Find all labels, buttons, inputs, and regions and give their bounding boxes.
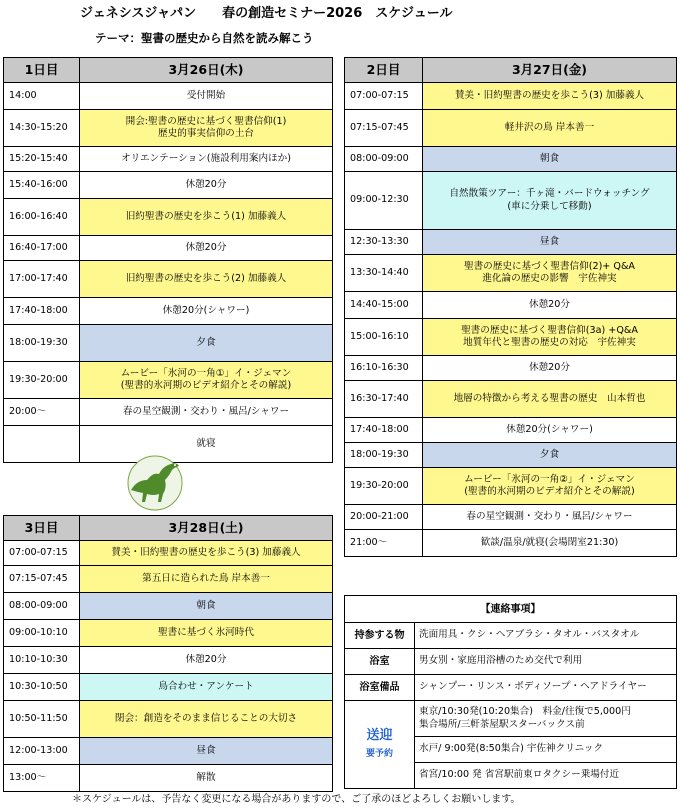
day2-row-time: 14:40-15:00 <box>345 292 423 319</box>
info-heading: 【連絡事項】 <box>345 596 677 623</box>
day2-row-event: 休憩20分 <box>423 356 677 381</box>
day3-schedule-table <box>3 515 333 792</box>
day3-row <box>4 647 333 674</box>
day3-row-event: 休憩20分 <box>80 647 333 674</box>
dinosaur-logo-icon <box>117 450 193 514</box>
day2-row-event: 夕食 <box>423 443 677 468</box>
day2-row-event: ムービー「氷河の一角②」イ・ジェマン (聖書的氷河期のビデオ紹介とその解説) <box>423 468 677 505</box>
day2-row <box>345 530 677 557</box>
footnote: ＊スケジュールは、予告なく変更になる場合がありますので、ご了承のほどよろしくお願いします。 <box>72 794 521 805</box>
day3-row-event: 第五日に造られた鳥 岸本善一 <box>80 566 333 593</box>
day2-row-time: 16:30-17:40 <box>345 381 423 418</box>
day1-row-event: 旧約聖書の歴史を歩こう(2) 加藤義人 <box>80 261 333 298</box>
day2-row-time: 17:40-18:00 <box>345 418 423 443</box>
day2-row-time: 15:00-16:10 <box>345 319 423 356</box>
day2-row <box>345 418 677 443</box>
day3-row-time: 08:00-09:00 <box>4 593 80 620</box>
page-title: ジェネシスジャパン 春の創造セミナー2026 スケジュール <box>80 6 453 21</box>
day3-row-time: 09:00-10:10 <box>4 620 80 647</box>
day3-date: 3月28日(土) <box>80 516 333 541</box>
day3-row-event: 解散 <box>80 765 333 792</box>
day2-row-time: 18:00-19:30 <box>345 443 423 468</box>
day3-row-time: 10:10-10:30 <box>4 647 80 674</box>
day1-row <box>4 236 333 261</box>
day3-row <box>4 765 333 792</box>
day2-row-event: 歓談/温泉/就寝(会場閉室21:30) <box>423 530 677 557</box>
day2-row-event: 昼食 <box>423 230 677 255</box>
day2-row-time: 19:30-20:00 <box>345 468 423 505</box>
day1-row-event: 夕食 <box>80 325 333 362</box>
day1-row-event: ムービー「氷河の一角①」イ・ジェマン (聖書的氷河期のビデオ紹介とその解説) <box>80 362 333 399</box>
day3-row-event: 聖書に基づく氷河時代 <box>80 620 333 647</box>
day2-row-time: 07:15-07:45 <box>345 110 423 147</box>
day2-row-event: 地層の特徴から考える聖書の歴史 山本哲也 <box>423 381 677 418</box>
day3-row-time: 10:50-11:50 <box>4 701 80 738</box>
day1-row <box>4 325 333 362</box>
day3-row-event: 昼食 <box>80 738 333 765</box>
day1-row-event: オリエンテーション(施設利用案内ほか) <box>80 147 333 172</box>
day2-label: 2日目 <box>345 58 423 83</box>
day2-row <box>345 292 677 319</box>
day2-row <box>345 505 677 530</box>
day2-row-time: 13:30-14:40 <box>345 255 423 292</box>
day1-row-time: 18:00-19:30 <box>4 325 80 362</box>
day2-row <box>345 110 677 147</box>
day1-date: 3月26日(木) <box>80 58 333 83</box>
day3-row <box>4 593 333 620</box>
day1-row <box>4 199 333 236</box>
day1-row <box>4 261 333 298</box>
day3-row <box>4 620 333 647</box>
day2-row <box>345 443 677 468</box>
day1-row-time: 17:40-18:00 <box>4 298 80 325</box>
day2-row-time: 16:10-16:30 <box>345 356 423 381</box>
info-key-bath-supplies: 浴室備品 <box>345 675 415 701</box>
day2-row-event: 春の星空観測・交わり・風呂/シャワー <box>423 505 677 530</box>
day3-row-event: 鳥合わせ・アンケート <box>80 674 333 701</box>
day2-row-event: 聖書の歴史に基づく聖書信仰(3a) +Q&A 地質年代と聖書の歴史の対応 宇佐神実 <box>423 319 677 356</box>
day1-row <box>4 298 333 325</box>
day2-row-time: 08:00-09:00 <box>345 147 423 172</box>
day3-row-time: 07:15-07:45 <box>4 566 80 593</box>
day2-row-event: 賛美・旧約聖書の歴史を歩こう(3) 加藤義人 <box>423 83 677 110</box>
day1-row-time: 16:40-17:00 <box>4 236 80 261</box>
day2-row <box>345 381 677 418</box>
day1-row-event: 春の星空観測・交わり・風呂/シャワー <box>80 399 333 426</box>
day3-row <box>4 566 333 593</box>
day2-row <box>345 319 677 356</box>
day3-row-event: 朝食 <box>80 593 333 620</box>
day3-row-time: 10:30-10:50 <box>4 674 80 701</box>
transport-mito: 水戸/ 9:00発(8:50集合) 宇佐神クリニック <box>415 737 677 763</box>
day1-row-time: 17:00-17:40 <box>4 261 80 298</box>
day1-row-event: 休憩20分(シャワー) <box>80 298 333 325</box>
info-key-items: 持参する物 <box>345 623 415 649</box>
day2-row <box>345 468 677 505</box>
day1-row <box>4 399 333 426</box>
day2-schedule-table <box>344 57 677 557</box>
day1-row <box>4 362 333 399</box>
day1-schedule-table <box>3 57 333 463</box>
day1-row-time: 19:30-20:00 <box>4 362 80 399</box>
transport-label: 送迎 <box>366 728 393 744</box>
day1-label: 1日目 <box>4 58 80 83</box>
day1-row-time: 15:20-15:40 <box>4 147 80 172</box>
transport-tokyo: 東京/10:30発(10:20集合) 料金/往復で5,000円 集合場所/三軒茶屋駅スターバックス前 <box>415 701 677 737</box>
day1-row-time: 20:00～ <box>4 399 80 426</box>
day3-row <box>4 701 333 738</box>
transport-station: 省宮/10:00 発 省宮駅前東ロタクシー乗場付近 <box>415 763 677 789</box>
day2-row-event: 自然散策ツアー：千ヶ滝・バードウォッチング (車に分乗して移動) <box>423 172 677 230</box>
day1-row-event: 開会:聖書の歴史に基づく聖書信仰(1) 歴史的事実信仰の土台 <box>80 110 333 147</box>
info-value-items: 洗面用具・クシ・ヘアブラシ・タオル・バスタオル <box>415 623 677 649</box>
day2-row <box>345 356 677 381</box>
info-table <box>344 595 677 789</box>
day2-row-time: 20:00-21:00 <box>345 505 423 530</box>
info-value-bath-supplies: シャンプー・リンス・ボディソープ・ヘアドライヤー <box>415 675 677 701</box>
day1-row-event: 休憩20分 <box>80 172 333 199</box>
day3-row-event: 閉会：創造をそのまま信じることの大切さ <box>80 701 333 738</box>
day3-row-time: 13:00～ <box>4 765 80 792</box>
day1-row-event: 受付開始 <box>80 83 333 110</box>
day3-row <box>4 738 333 765</box>
day3-row-time: 07:00-07:15 <box>4 541 80 566</box>
day2-row <box>345 255 677 292</box>
day3-row-time: 12:00-13:00 <box>4 738 80 765</box>
day1-row-time: 15:40-16:00 <box>4 172 80 199</box>
info-value-bath: 男女別・家庭用浴槽のため交代で利用 <box>415 649 677 675</box>
day2-row <box>345 230 677 255</box>
day2-row-time: 21:00～ <box>345 530 423 557</box>
day2-date: 3月27日(金) <box>423 58 677 83</box>
day2-row-event: 聖書の歴史に基づく聖書信仰(2)+ Q&A 進化論の歴史の影響 宇佐神実 <box>423 255 677 292</box>
day1-row-event: 就寝 <box>80 426 333 463</box>
day2-row-time: 09:00-12:30 <box>345 172 423 230</box>
day2-row-time: 07:00-07:15 <box>345 83 423 110</box>
day2-row <box>345 172 677 230</box>
day2-row <box>345 83 677 110</box>
day2-row <box>345 147 677 172</box>
info-key-bath: 浴室 <box>345 649 415 675</box>
day2-row-event: 休憩20分 <box>423 292 677 319</box>
day2-row-event: 朝食 <box>423 147 677 172</box>
day3-row <box>4 541 333 566</box>
day3-row <box>4 674 333 701</box>
day2-row-event: 軽井沢の鳥 岸本善一 <box>423 110 677 147</box>
day2-row-event: 休憩20分(シャワー) <box>423 418 677 443</box>
day2-row-time: 12:30-13:30 <box>345 230 423 255</box>
day1-row-time: 16:00-16:40 <box>4 199 80 236</box>
transport-reservation-note: 要予約 <box>365 749 393 760</box>
day1-row <box>4 110 333 147</box>
day1-row-event: 休憩20分 <box>80 236 333 261</box>
day1-row <box>4 147 333 172</box>
day1-row-time: 14:30-15:20 <box>4 110 80 147</box>
day3-label: 3日目 <box>4 516 80 541</box>
transport-key <box>345 701 415 789</box>
day1-row-time <box>4 426 80 463</box>
day3-row-event: 賛美・旧約聖書の歴史を歩こう(3) 加藤義人 <box>80 541 333 566</box>
day1-row-event: 旧約聖書の歴史を歩こう(1) 加藤義人 <box>80 199 333 236</box>
page-theme: テーマ：聖書の歴史から自然を読み解こう <box>95 31 314 45</box>
day1-row <box>4 172 333 199</box>
day1-row-time: 14:00 <box>4 83 80 110</box>
day1-row <box>4 83 333 110</box>
